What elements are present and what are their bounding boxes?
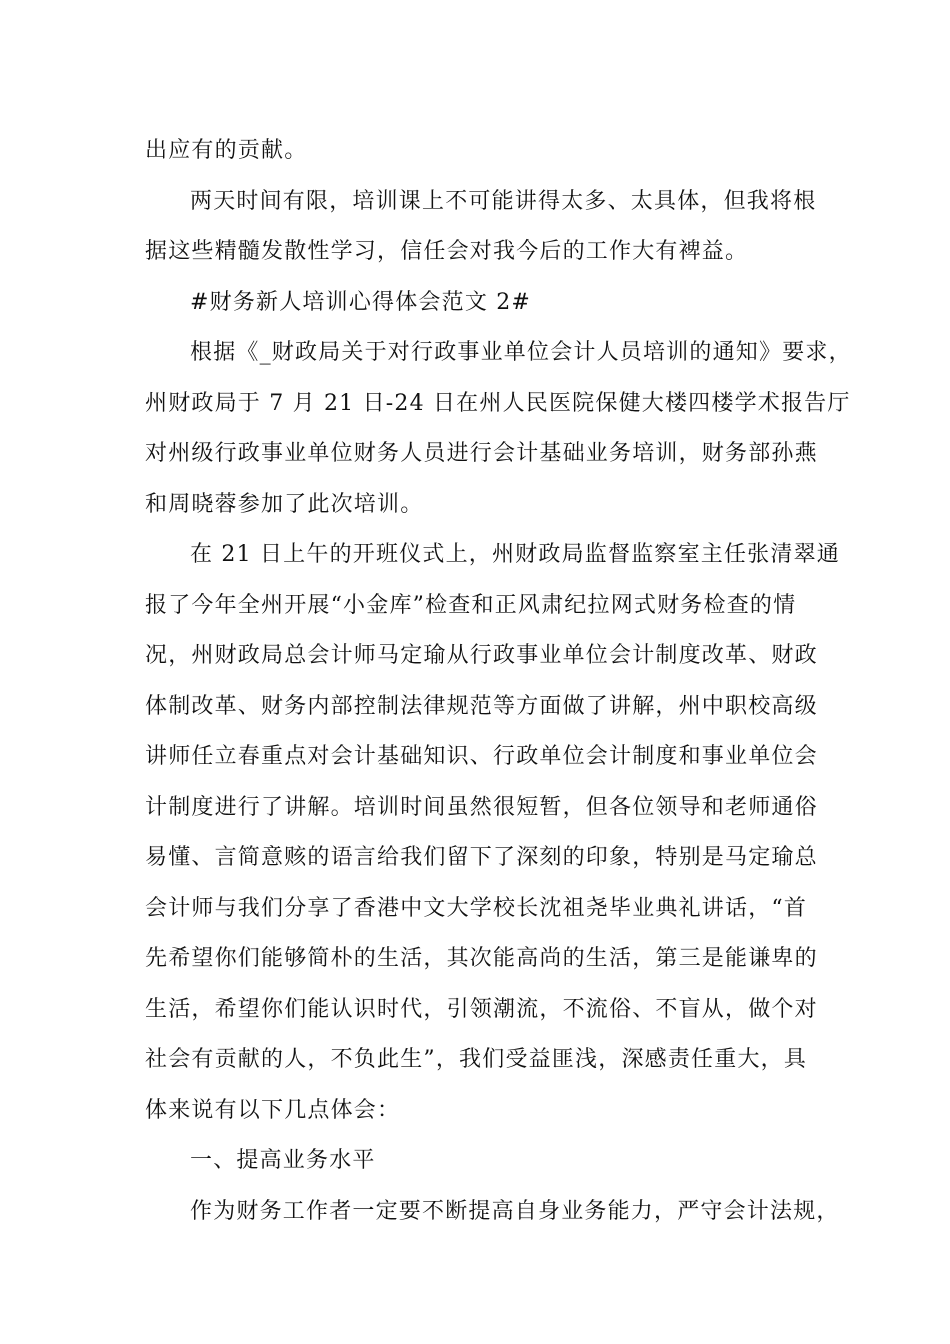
text-line: 况，州财政局总会计师马定瑜从行政事业单位会计制度改革、财政 xyxy=(145,643,818,668)
text-line: 计制度进行了讲解。培训时间虽然很短暂，但各位领导和老师通俗 xyxy=(145,794,818,820)
text-line: 对州级行政事业单位财务人员进行会计基础业务培训，财务部孙燕 xyxy=(145,441,818,466)
text-line: 体制改革、财务内部控制法律规范等方面做了讲解，州中职校高级 xyxy=(145,693,818,719)
text-line: 先希望你们能够简朴的生活，其次能高尚的生活，第三是能谦卑的 xyxy=(145,946,818,971)
text-line: 州财政局于 7 月 21 日-24 日在州人民医院保健大楼四楼学术报告厅 xyxy=(145,390,851,416)
text-line: 据这些精髓发散性学习，信任会对我今后的工作大有裨益。 xyxy=(145,239,749,264)
text-line: 讲师任立春重点对会计基础知识、行政单位会计制度和事业单位会 xyxy=(145,744,818,769)
text-line: 根据《_财政局关于对行政事业单位会计人员培训的通知》要求， xyxy=(190,340,852,365)
text-line: 报了今年全州开展“小金库”检查和正风肃纪拉网式财务检查的情 xyxy=(145,592,797,618)
section-heading: #财务新人培训心得体会范文 2# xyxy=(190,289,532,315)
text-line: 在 21 日上午的开班仪式上，州财政局监督监察室主任张清翠通 xyxy=(190,542,840,567)
document-body xyxy=(145,126,852,1237)
text-line: 作为财务工作者一定要不断提高自身业务能力，严守会计法规， xyxy=(190,1198,840,1224)
text-line: 出应有的贡献。 xyxy=(145,138,308,163)
text-line: 体来说有以下几点体会： xyxy=(145,1097,401,1123)
text-line: 会计师与我们分享了香港中文大学校长沈祖尧毕业典礼讲话，“首 xyxy=(145,895,808,921)
text-line: 和周晓蓉参加了此次培训。 xyxy=(145,491,424,517)
text-line: 生活，希望你们能认识时代，引领潮流，不流俗、不盲从，做个对 xyxy=(145,996,818,1022)
subsection-heading: 一、提高业务水平 xyxy=(190,1148,376,1173)
text-line: 两天时间有限，培训课上不可能讲得太多、太具体，但我将根 xyxy=(190,188,817,214)
text-line: 社会有贡献的人，不负此生”，我们受益匪浅，深感责任重大，具 xyxy=(145,1047,808,1072)
text-line: 易懂、言简意赅的语言给我们留下了深刻的印象，特别是马定瑜总 xyxy=(145,845,818,870)
